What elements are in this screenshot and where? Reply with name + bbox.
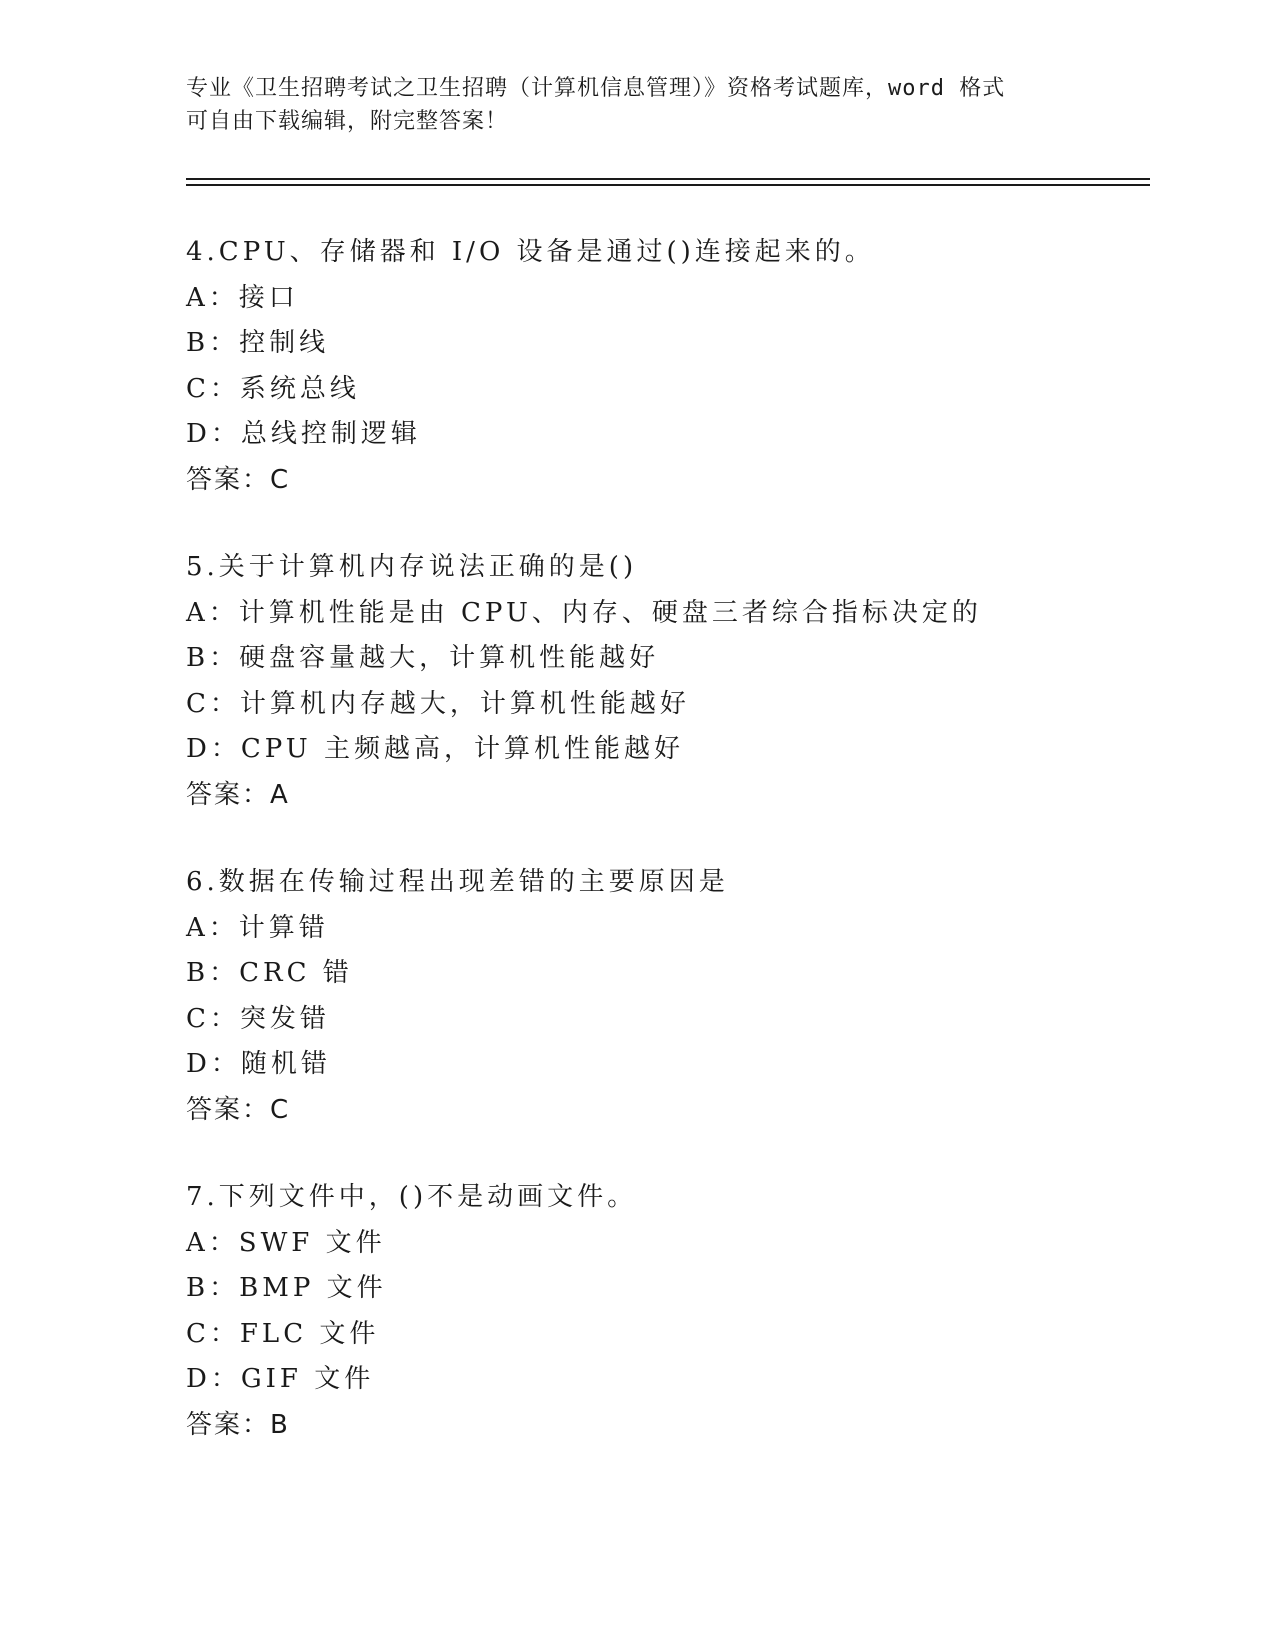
option-a: A：接口 xyxy=(186,282,299,313)
question-5 xyxy=(186,545,1186,819)
option-c: C：FLC 文件 xyxy=(186,1318,380,1349)
option-a: A：计算机性能是由 CPU、内存、硬盘三者综合指标决定的 xyxy=(186,597,982,628)
option-d: D：总线控制逻辑 xyxy=(186,419,421,450)
option-d: D：CPU 主频越高，计算机性能越好 xyxy=(186,734,684,765)
option-c: C：突发错 xyxy=(186,1003,330,1034)
answer-line: 答案：B xyxy=(186,1409,290,1440)
question-7 xyxy=(186,1175,1186,1449)
option-b: B：控制线 xyxy=(186,328,330,359)
header-divider-bottom xyxy=(186,184,1150,186)
question-stem: 7.下列文件中，()不是动画文件。 xyxy=(186,1182,638,1212)
question-stem: 5.关于计算机内存说法正确的是() xyxy=(186,552,638,582)
header-line-1: 专业《卫生招聘考试之卫生招聘（计算机信息管理）》资格考试题库，word 格式 xyxy=(186,76,1006,101)
answer-line: 答案：A xyxy=(186,779,290,810)
option-a: A：计算错 xyxy=(186,912,329,943)
option-b: B：硬盘容量越大，计算机性能越好 xyxy=(186,643,660,674)
option-c: C：系统总线 xyxy=(186,373,360,404)
question-6 xyxy=(186,860,1186,1134)
question-4 xyxy=(186,230,1186,504)
option-d: D：GIF 文件 xyxy=(186,1364,375,1395)
option-a: A：SWF 文件 xyxy=(186,1227,386,1258)
header-divider-top xyxy=(186,178,1150,180)
question-stem: 4.CPU、存储器和 I/O 设备是通过()连接起来的。 xyxy=(186,237,875,267)
answer-line: 答案：C xyxy=(186,464,291,495)
option-c: C：计算机内存越大，计算机性能越好 xyxy=(186,688,690,719)
header-line-2: 可自由下载编辑，附完整答案！ xyxy=(186,109,509,134)
question-stem: 6.数据在传输过程出现差错的主要原因是 xyxy=(186,867,729,897)
option-b: B：CRC 错 xyxy=(186,958,353,989)
answer-line: 答案：C xyxy=(186,1094,291,1125)
document-header xyxy=(186,72,1086,138)
option-b: B：BMP 文件 xyxy=(186,1273,387,1304)
option-d: D：随机错 xyxy=(186,1049,331,1080)
